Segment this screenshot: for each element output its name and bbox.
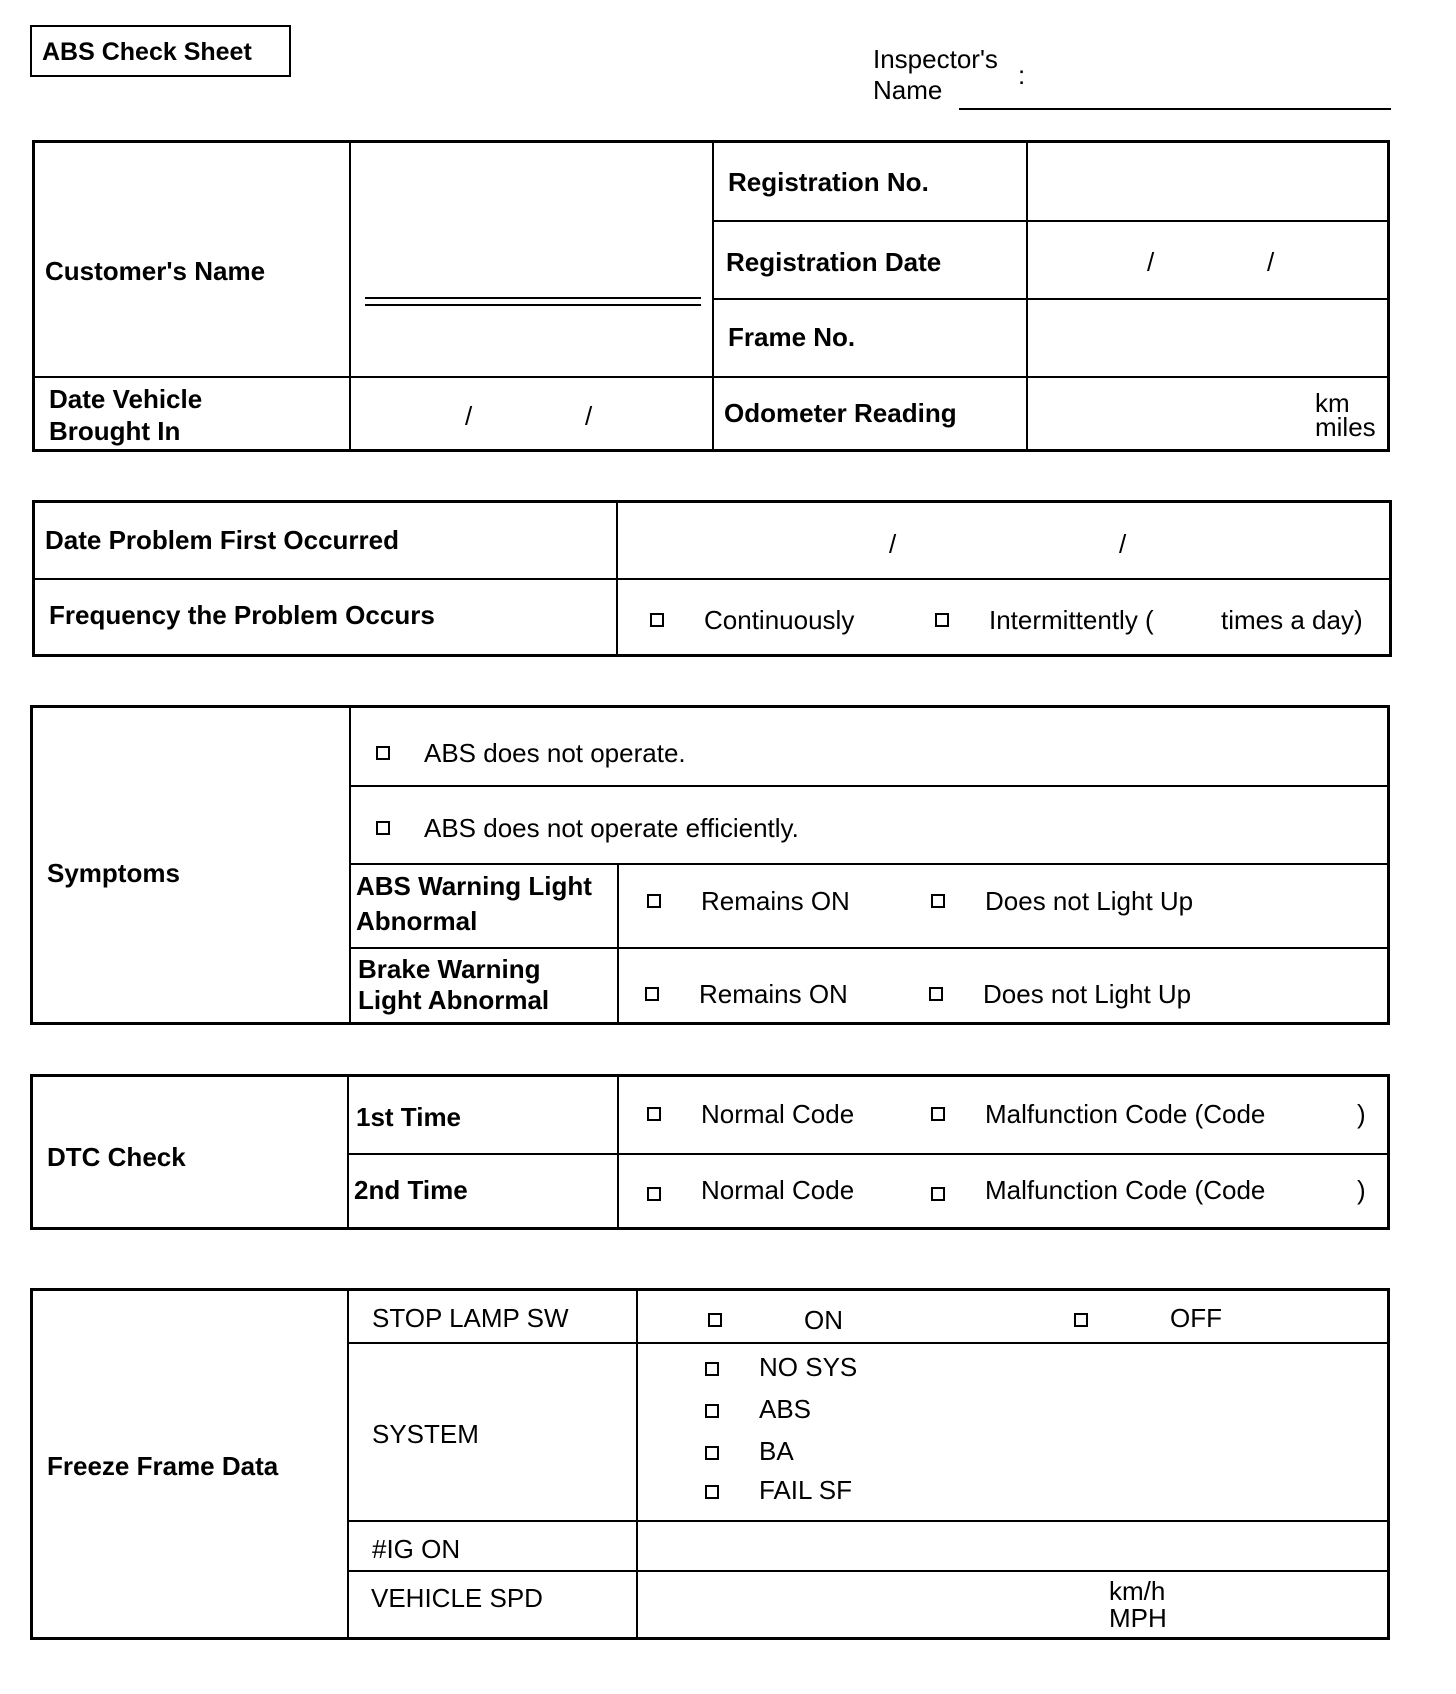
kmh-unit: km/h [1109, 1576, 1166, 1606]
date-slash: / [465, 401, 473, 431]
miles-unit: miles [1315, 412, 1376, 442]
date-brought-in-line1: Date Vehicle [49, 384, 203, 414]
abs-not-light-checkbox[interactable] [931, 894, 945, 908]
registration-date-label: Registration Date [726, 247, 942, 277]
dtc-check-label: DTC Check [47, 1142, 186, 1172]
system-no-sys-label: NO SYS [759, 1352, 858, 1382]
date-slash: / [1267, 247, 1275, 277]
brake-remains-on-checkbox[interactable] [645, 987, 659, 1001]
intermittently-label: Intermittently ( [989, 605, 1154, 635]
system-fail-sf-checkbox[interactable] [705, 1485, 719, 1499]
no-operate-label: ABS does not operate. [424, 738, 686, 768]
brake-warning-light-line1: Brake Warning [358, 954, 541, 984]
second-close-paren: ) [1357, 1175, 1366, 1205]
system-abs-checkbox[interactable] [705, 1404, 719, 1418]
vehicle-info-table [32, 140, 1390, 452]
second-normal-checkbox[interactable] [647, 1187, 661, 1201]
system-label: SYSTEM [372, 1419, 479, 1449]
times-a-day-label: times a day) [1221, 605, 1363, 635]
dtc-table [30, 1074, 1390, 1230]
abs-warning-light-line2: Abnormal [356, 906, 478, 936]
problem-table [32, 500, 1392, 657]
continuously-label: Continuously [704, 605, 855, 635]
customer-name-field-line[interactable] [365, 297, 701, 306]
date-first-occurred-label: Date Problem First Occurred [45, 525, 399, 555]
no-operate-checkbox[interactable] [376, 746, 390, 760]
inspector-name-field[interactable] [959, 108, 1391, 110]
first-normal-label: Normal Code [701, 1099, 855, 1129]
first-close-paren: ) [1357, 1099, 1366, 1129]
brake-remains-on-label: Remains ON [699, 979, 848, 1009]
no-efficient-checkbox[interactable] [376, 821, 390, 835]
second-normal-label: Normal Code [701, 1175, 855, 1205]
inspector-label-line1: Inspector's [873, 44, 998, 74]
system-ba-checkbox[interactable] [705, 1446, 719, 1460]
frame-no-label: Frame No. [728, 322, 856, 352]
stop-lamp-on-checkbox[interactable] [708, 1313, 722, 1327]
freeze-frame-label: Freeze Frame Data [47, 1451, 279, 1481]
date-slash: / [1147, 247, 1155, 277]
brake-warning-light-line2: Light Abnormal [358, 985, 550, 1015]
stop-lamp-off-checkbox[interactable] [1074, 1313, 1088, 1327]
first-normal-checkbox[interactable] [647, 1107, 661, 1121]
title-box [30, 25, 291, 77]
first-time-label: 1st Time [356, 1102, 462, 1132]
no-efficient-label: ABS does not operate efficiently. [424, 813, 799, 843]
date-brought-in-label [49, 383, 202, 447]
continuously-checkbox[interactable] [650, 613, 664, 627]
speed-units [1109, 1578, 1167, 1632]
symptoms-table [30, 705, 1390, 1025]
mph-unit: MPH [1109, 1603, 1167, 1633]
abs-not-light-label: Does not Light Up [985, 886, 1194, 916]
stop-lamp-on-label: ON [804, 1305, 843, 1335]
ig-on-label: #IG ON [372, 1534, 461, 1564]
system-abs-label: ABS [759, 1394, 812, 1424]
date-brought-in-line2: Brought In [49, 416, 181, 446]
first-malfunction-label: Malfunction Code (Code [985, 1099, 1266, 1129]
odometer-label: Odometer Reading [724, 398, 957, 428]
intermittently-checkbox[interactable] [935, 613, 949, 627]
system-ba-label: BA [759, 1436, 794, 1466]
date-slash: / [889, 529, 897, 559]
frequency-label: Frequency the Problem Occurs [49, 600, 435, 630]
registration-no-label: Registration No. [728, 167, 929, 197]
date-slash: / [585, 401, 593, 431]
system-fail-sf-label: FAIL SF [759, 1475, 852, 1505]
date-slash: / [1119, 529, 1127, 559]
freeze-frame-table [30, 1288, 1390, 1640]
inspector-label [873, 44, 998, 106]
system-no-sys-checkbox[interactable] [705, 1362, 719, 1376]
symptoms-label: Symptoms [47, 858, 180, 888]
km-unit: km [1315, 388, 1350, 418]
abs-warning-light-line1: ABS Warning Light [356, 871, 592, 901]
inspector-label-line2: Name [873, 75, 943, 105]
first-malfunction-checkbox[interactable] [931, 1107, 945, 1121]
second-time-label: 2nd Time [354, 1175, 468, 1205]
inspector-colon: : [1018, 60, 1026, 90]
brake-warning-light-label [358, 954, 549, 1016]
vehicle-spd-label: VEHICLE SPD [371, 1583, 543, 1613]
odometer-units [1315, 388, 1376, 442]
second-malfunction-checkbox[interactable] [931, 1187, 945, 1201]
stop-lamp-off-label: OFF [1170, 1303, 1222, 1333]
brake-not-light-label: Does not Light Up [983, 979, 1192, 1009]
abs-warning-light-label [356, 869, 592, 939]
second-malfunction-label: Malfunction Code (Code [985, 1175, 1266, 1205]
brake-not-light-checkbox[interactable] [929, 987, 943, 1001]
abs-remains-on-checkbox[interactable] [647, 894, 661, 908]
stop-lamp-label: STOP LAMP SW [372, 1303, 569, 1333]
abs-remains-on-label: Remains ON [701, 886, 850, 916]
customer-name-label: Customer's Name [45, 256, 266, 286]
title: ABS Check Sheet [42, 38, 252, 66]
